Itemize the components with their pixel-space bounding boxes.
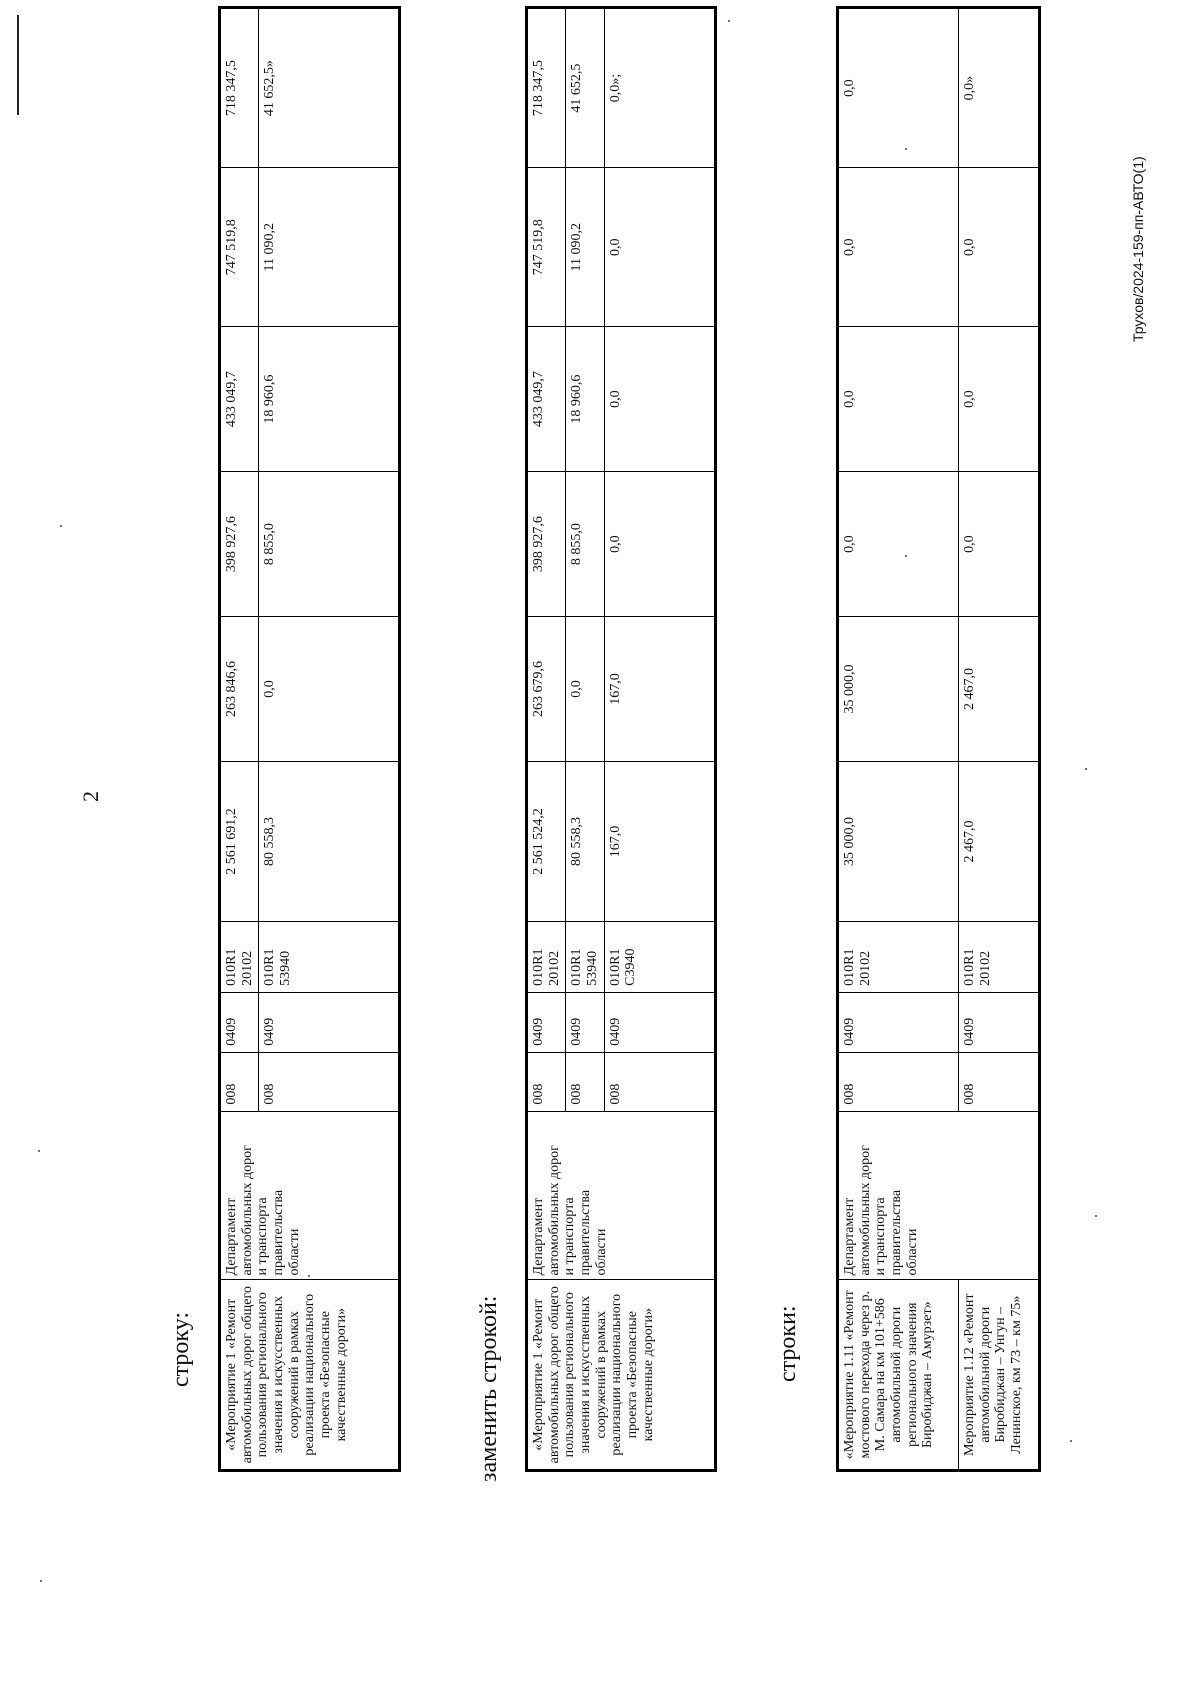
- year-value-cell: 0,0: [959, 472, 1039, 617]
- year-value-cell: 747 519,8: [221, 168, 259, 327]
- section-label-replacement-row: заменить строкой:: [476, 1295, 502, 1482]
- year-value-cell: 263 846,6: [221, 617, 259, 762]
- section-label-original-row: строку:: [168, 1311, 194, 1387]
- year-value-cell: 0,0: [839, 9, 959, 168]
- rz-pr-cell: 0409: [959, 992, 1039, 1052]
- total-cell: 2 561 691,2: [221, 761, 259, 921]
- responsible-org-cell: Департамент автомобильных дорог и транспорта правительства области: [839, 1111, 1039, 1280]
- year-value-cell: 0,0: [839, 472, 959, 617]
- year-value-cell: 433 049,7: [221, 327, 259, 472]
- year-value-cell: 263 679,6: [528, 617, 566, 762]
- rz-pr-cell: 0409: [604, 992, 714, 1052]
- total-cell: 80 558,3: [566, 761, 604, 921]
- grbs-cell: 008: [604, 1052, 714, 1111]
- total-cell: 167,0: [604, 761, 714, 921]
- csr-cell: 010R1 20102: [839, 922, 959, 993]
- year-value-cell: 718 347,5: [528, 9, 566, 168]
- year-value-cell: 0,0: [604, 472, 714, 617]
- rz-pr-cell: 0409: [221, 992, 259, 1052]
- table-replacement-row: [527, 8, 715, 1470]
- table-rows: [838, 8, 1039, 1470]
- page-number: 2: [78, 791, 103, 802]
- table-row: [528, 9, 566, 1470]
- rz-pr-cell: 0409: [528, 992, 566, 1052]
- year-value-cell: 41 652,5»: [259, 9, 399, 168]
- year-value-cell: 398 927,6: [221, 472, 259, 617]
- year-value-cell: 0,0: [959, 168, 1039, 327]
- year-value-cell: 718 347,5: [221, 9, 259, 168]
- total-cell: 35 000,0: [839, 761, 959, 921]
- rz-pr-cell: 0409: [839, 992, 959, 1052]
- section-label-rows: строки:: [775, 1305, 801, 1382]
- measure-name-cell: «Мероприятие 1 «Ремонт автомобильных дорог общего пользования регионального значения и искусственных сооружений в рамках реализации национального проекта «Безопасные качественные дороги»: [528, 1280, 715, 1470]
- csr-cell: 010R1 53940: [566, 922, 604, 993]
- responsible-org-cell: Департамент автомобильных дорог и транспорта правительства области: [528, 1111, 715, 1280]
- year-value-cell: 0,0»: [959, 9, 1039, 168]
- csr-cell: 010R1 20102: [959, 922, 1039, 993]
- total-cell: 2 467,0: [959, 761, 1039, 921]
- table-row: [839, 9, 959, 1470]
- year-value-cell: 167,0: [604, 617, 714, 762]
- grbs-cell: 008: [528, 1052, 566, 1111]
- year-value-cell: 433 049,7: [528, 327, 566, 472]
- table-original-row: [220, 8, 399, 1470]
- year-value-cell: 35 000,0: [839, 617, 959, 762]
- year-value-cell: 11 090,2: [259, 168, 399, 327]
- year-value-cell: 0,0: [839, 327, 959, 472]
- year-value-cell: 8 855,0: [259, 472, 399, 617]
- csr-cell: 010R1 53940: [259, 922, 399, 993]
- total-cell: 2 561 524,2: [528, 761, 566, 921]
- total-cell: 80 558,3: [259, 761, 399, 921]
- year-value-cell: 2 467,0: [959, 617, 1039, 762]
- year-value-cell: 0,0: [959, 327, 1039, 472]
- year-value-cell: 0,0: [566, 617, 604, 762]
- measure-name-cell: «Мероприятие 1 «Ремонт автомобильных дорог общего пользования регионального значения и искусственных сооружений в рамках реализации национального проекта «Безопасные качественные дороги»: [221, 1280, 399, 1470]
- grbs-cell: 008: [221, 1052, 259, 1111]
- footer-document-id: Трухов/2024-159-пп-АВТО(1): [1130, 156, 1146, 342]
- csr-cell: 010R1 20102: [528, 922, 566, 993]
- year-value-cell: 0,0: [259, 617, 399, 762]
- csr-cell: 010R1 20102: [221, 922, 259, 993]
- year-value-cell: 0,0: [604, 168, 714, 327]
- year-value-cell: 41 652,5: [566, 9, 604, 168]
- grbs-cell: 008: [959, 1052, 1039, 1111]
- year-value-cell: 0,0: [604, 327, 714, 472]
- year-value-cell: 18 960,6: [259, 327, 399, 472]
- responsible-org-cell: Департамент автомобильных дорог и транспорта правительства области: [221, 1111, 399, 1280]
- year-value-cell: 0,0: [839, 168, 959, 327]
- rz-pr-cell: 0409: [566, 992, 604, 1052]
- grbs-cell: 008: [839, 1052, 959, 1111]
- year-value-cell: 8 855,0: [566, 472, 604, 617]
- measure-name-cell: «Мероприятие 1.11 «Ремонт мостового перехода через р. М. Самара на км 101+586 автомобильной дороги регионального значения Биробиджан – Амурзет»: [839, 1280, 959, 1470]
- year-value-cell: 747 519,8: [528, 168, 566, 327]
- grbs-cell: 008: [259, 1052, 399, 1111]
- year-value-cell: 0,0»;: [604, 9, 714, 168]
- rz-pr-cell: 0409: [259, 992, 399, 1052]
- measure-name-cell: Мероприятие 1.12 «Ремонт автомобильной дороги Биробиджан – Унгун – Ленинское, км 73 – км 75»: [959, 1280, 1039, 1470]
- year-value-cell: 18 960,6: [566, 327, 604, 472]
- table-row: [221, 9, 259, 1470]
- csr-cell: 010R1 С3940: [604, 922, 714, 993]
- grbs-cell: 008: [566, 1052, 604, 1111]
- year-value-cell: 398 927,6: [528, 472, 566, 617]
- year-value-cell: 11 090,2: [566, 168, 604, 327]
